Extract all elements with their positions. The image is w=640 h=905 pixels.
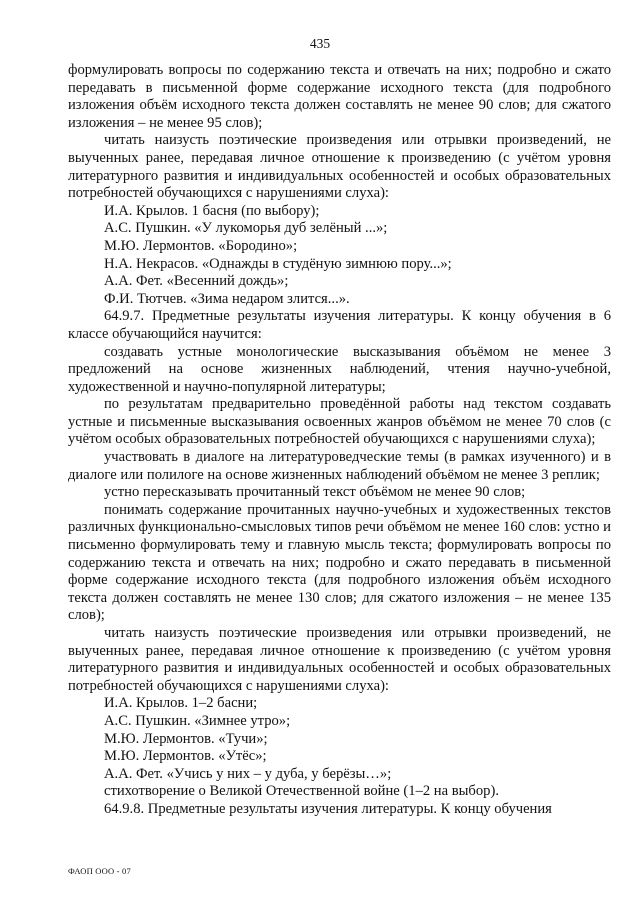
poem-list-item: И.А. Крылов. 1–2 басни; bbox=[104, 695, 258, 712]
poem-list-item: А.А. Фет. «Весенний дождь»; bbox=[104, 273, 289, 290]
poem-list-item: И.А. Крылов. 1 басня (по выбору); bbox=[104, 202, 320, 219]
page-number: 435 bbox=[309, 36, 331, 51]
paragraph: понимать содержание прочитанных научно-учебных и художественных текстов различных функционально-смысловых типов речи объёмом не менее 160 слов: устно и письменно формулировать тему и главную мысль текста; формулировать вопросы по содержанию текста и отвечать на них; подробно и сжато передавать в письменной форме содержание исходного текста (для подробного изложения объём исходного текста должен составлять не менее 130 слов; для сжатого изложения – не менее 135 слов); bbox=[68, 501, 611, 624]
footer-doc-code: ФАОП ООО - 07 bbox=[68, 866, 131, 876]
poem-list-item: Ф.И. Тютчев. «Зима недаром злится...». bbox=[104, 290, 350, 307]
section-heading-paragraph: 64.9.8. Предметные результаты изучения литературы. К концу обучения bbox=[104, 800, 552, 817]
paragraph: читать наизусть поэтические произведения или отрывки произведений, не выученных ранее, передавая личное отношение к произведению (с учётом уровня литературного развития и индивидуальных особенностей и особых образовательных потребностей обучающихся с нарушениями слуха): bbox=[68, 132, 611, 202]
paragraph: формулировать вопросы по содержанию текста и отвечать на них; подробно и сжато передавать в письменной форме содержание исходного текста (для подробного изложения объём исходного текста должен составлять не менее 90 слов; для сжатого изложения – не менее 95 слов); bbox=[68, 62, 611, 131]
poem-list-item: стихотворение о Великой Отечественной войне (1–2 на выбор). bbox=[104, 783, 499, 800]
page-body bbox=[68, 62, 611, 819]
poem-list-item: М.Ю. Лермонтов. «Утёс»; bbox=[104, 748, 267, 765]
poem-list-item: М.Ю. Лермонтов. «Тучи»; bbox=[104, 730, 268, 747]
paragraph: устно пересказывать прочитанный текст объёмом не менее 90 слов; bbox=[104, 484, 526, 501]
paragraph: по результатам предварительно проведённой работы над текстом создавать устные и письменные высказывания освоенных жанров объёмом не менее 70 слов (с учётом особых образовательных потребностей обучающихся с нарушениями слуха); bbox=[68, 396, 611, 448]
poem-list-item: Н.А. Некрасов. «Однажды в студёную зимнюю пору...»; bbox=[104, 255, 452, 272]
paragraph: читать наизусть поэтические произведения или отрывки произведений, не выученных ранее, передавая личное отношение к произведению (с учётом уровня литературного развития и индивидуальных особенностей и особых образовательных потребностей обучающихся с нарушениями слуха): bbox=[68, 625, 611, 694]
section-heading-paragraph: 64.9.7. Предметные результаты изучения литературы. К концу обучения в 6 классе обучающийся научится: bbox=[68, 308, 611, 342]
poem-list-item: М.Ю. Лермонтов. «Бородино»; bbox=[104, 237, 298, 254]
poem-list-item: А.А. Фет. «Учись у них – у дуба, у берёзы…»; bbox=[104, 765, 392, 782]
paragraph: создавать устные монологические высказывания объёмом не менее 3 предложений на основе жизненных наблюдений, чтения научно-учебной, художественной и научно-популярной литературы; bbox=[68, 343, 611, 395]
poem-list-item: А.С. Пушкин. «Зимнее утро»; bbox=[104, 712, 291, 729]
paragraph: участвовать в диалоге на литературоведческие темы (в рамках изученного) и в диалоге или полилоге на основе жизненных наблюдений объёмом не менее 3 реплик; bbox=[68, 449, 611, 483]
poem-list-item: А.С. Пушкин. «У лукоморья дуб зелёный ...»; bbox=[104, 220, 388, 237]
